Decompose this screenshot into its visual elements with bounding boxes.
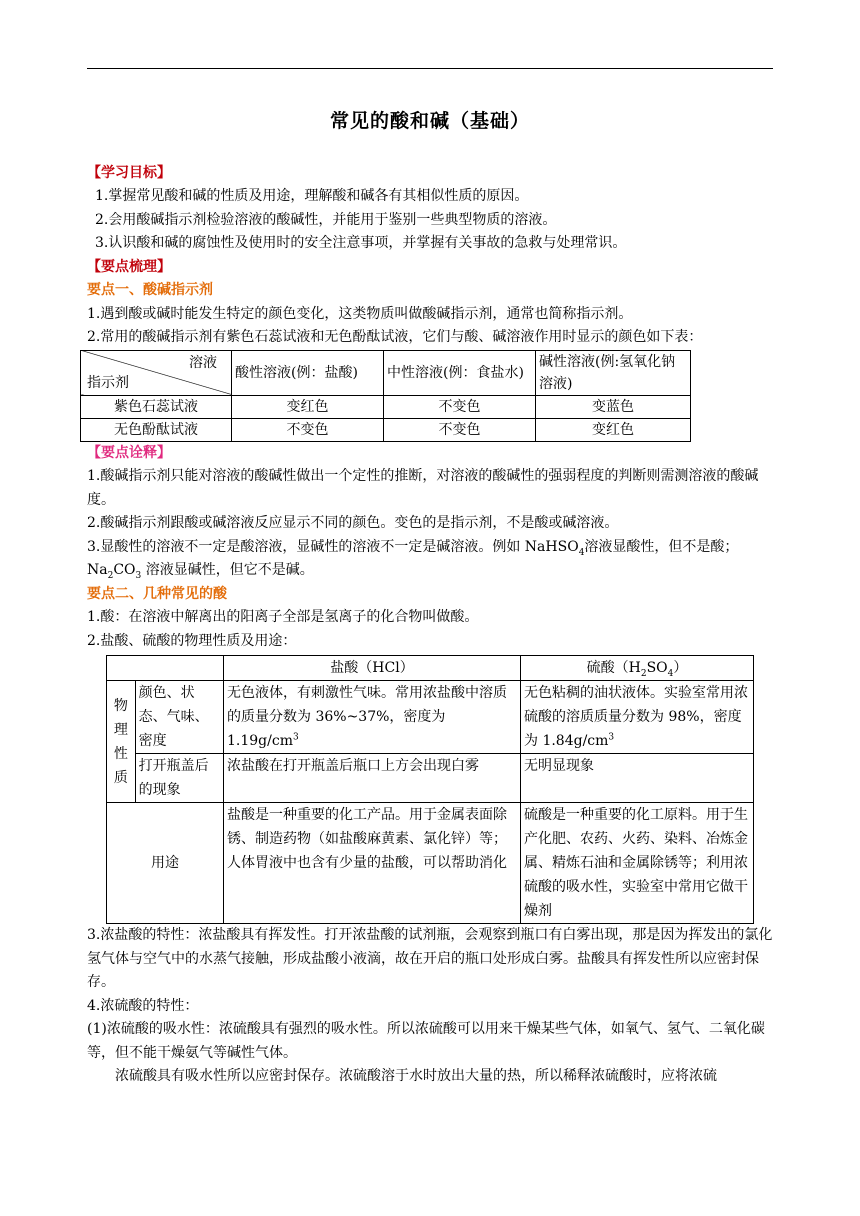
table-cell: 变红色 [536, 418, 691, 441]
column-header: 盐酸（HCl） [224, 656, 521, 681]
table-corner-cell [81, 350, 232, 395]
header-rule [87, 68, 773, 69]
table-cell: 不变色 [232, 418, 384, 441]
table-cell: 紫色石蕊试液 [81, 395, 232, 418]
paragraph: 1.酸碱指示剂只能对溶液的酸碱性做出一个定性的推断，对溶液的酸碱性的强弱程度的判断则需测溶液的酸碱度。 [87, 468, 759, 508]
table-cell: 无色液体，有刺激性气味。常用浓盐酸中溶质的质量分数为 36%~37%，密度为 $1.19g/cm^3$ [224, 681, 521, 754]
text-run: 溶液显碱性，但它不是碱。 [141, 562, 314, 578]
page-title: 常见的酸和碱（基础） [329, 110, 530, 132]
corner-bottom-label: 指示剂 [87, 374, 129, 391]
row-label: 用途 [107, 803, 224, 924]
subscript: 4 [578, 547, 585, 558]
row-label: 打开瓶盖后的现象 [135, 754, 223, 803]
goal-item: 3.认识酸和碱的腐蚀性及使用时的安全注意事项，并掌握有关事故的急救与处理常识。 [95, 235, 627, 251]
point-one-heading: 要点一、酸碱指示剂 [87, 282, 213, 298]
paragraph: 2.酸碱指示剂跟酸或碱溶液反应显示不同的颜色。变色的是指示剂，不是酸或碱溶液。 [87, 515, 619, 531]
table-row [107, 754, 754, 803]
table-cell: 不变色 [384, 395, 536, 418]
paragraph [87, 536, 773, 583]
table-cell: 不变色 [384, 418, 536, 441]
point-two-heading: 要点二、几种常见的酸 [87, 585, 227, 602]
table-corner-cell [107, 656, 224, 681]
key-points-heading: 【要点梳理】 [87, 258, 171, 275]
table-cell: 无色粘稠的油状液体。实验室常用浓硫酸的溶质质量分数为 98%，密度为 $1.84g/cm^3$ [521, 681, 754, 754]
paragraph: (1)浓硫酸的吸水性：浓硫酸具有强烈的吸水性。所以浓硫酸可以用来干燥某些气体，如氧气、氢气、二氧化碳等，但不能干燥氨气等碱性气体。 [87, 1021, 765, 1061]
paragraph: 1.遇到酸或碱时能发生特定的颜色变化，这类物质叫做酸碱指示剂，通常也简称指示剂。 [87, 305, 633, 322]
corner-top-label: 溶液 [189, 354, 217, 371]
paragraph: 2.常用的酸碱指示剂有紫色石蕊试液和无色酚酞试液，它们与酸、碱溶液作用时显示的颜色如下表： [87, 329, 703, 345]
document-body [87, 110, 773, 1089]
table-cell: 无明显现象 [521, 754, 754, 803]
table-cell: 变蓝色 [536, 395, 691, 418]
table-row [81, 418, 691, 441]
column-header: 碱性溶液(例:氢氧化钠溶液) [536, 350, 691, 395]
text-run: 溶液显酸性，但不是酸； [584, 538, 739, 555]
table-cell: 无色酚酞试液 [81, 418, 232, 441]
table-cell: 盐酸是一种重要的化工产品。用于金属表面除锈、制造药物（如盐酸麻黄素、氯化锌）等；人体胃液中也含有少量的盐酸，可以帮助消化 [224, 803, 521, 924]
subscript: 2 [107, 570, 114, 581]
text-run: CO [113, 562, 136, 578]
subscript: 3 [135, 570, 142, 581]
group-label: 物 理 性 质 [113, 697, 128, 786]
column-header: 酸性溶液(例：盐酸) [232, 350, 384, 395]
paragraph: 3.浓盐酸的特性：浓盐酸具有挥发性。打开浓盐酸的试剂瓶，会观察到瓶口有白雾出现，那是因为挥发出的氯化氢气体与空气中的水蒸气接触，形成盐酸小液滴，故在开启的瓶口处形成白雾。盐酸具有挥发性所以应密封保存。 [87, 927, 773, 990]
table-row [107, 803, 754, 924]
text-run: 3.显酸性的溶液不一定是酸溶液，显碱性的溶液不一定是碱溶液。例如 NaHSO [87, 538, 579, 555]
table-cell: 变红色 [232, 395, 384, 418]
notes-heading: 【要点诠释】 [87, 444, 171, 461]
table-cell: 硫酸是一种重要的化工原料。用于生产化肥、农药、火药、染料、冶炼金属、精炼石油和金属除锈等；利用浓硫酸的吸水性，实验室中常用它做干燥剂 [521, 803, 754, 924]
acid-properties-table [106, 655, 754, 924]
paragraph: 4.浓硫酸的特性： [87, 997, 199, 1014]
group-label-cell [107, 681, 136, 803]
table-row [81, 395, 691, 418]
paragraph: 2.盐酸、硫酸的物理性质及用途： [87, 632, 297, 649]
column-header: 硫酸$(H_2SO_4)$ [521, 656, 754, 681]
paragraph: 1.酸：在溶液中解离出的阳离子全部是氢离子的化合物叫做酸。 [87, 609, 479, 625]
goal-item: 1.掌握常见酸和碱的性质及用途，理解酸和碱各有其相似性质的原因。 [95, 188, 529, 204]
paragraph: 浓硫酸具有吸水性所以应密封保存。浓硫酸溶于水时放出大量的热，所以稀释浓硫酸时，应将浓硫 [115, 1068, 717, 1084]
row-label: 颜色、状态、气味、密度 [135, 681, 223, 754]
learning-goals-heading: 【学习目标】 [87, 164, 171, 181]
indicator-table [80, 350, 691, 442]
column-header: 中性溶液(例：食盐水) [384, 350, 536, 395]
goal-item: 2.会用酸碱指示剂检验溶液的酸碱性，并能用于鉴别一些典型物质的溶液。 [95, 211, 557, 228]
table-row [107, 681, 754, 754]
text-run: Na [87, 562, 108, 578]
table-cell: 浓盐酸在打开瓶盖后瓶口上方会出现白雾 [224, 754, 521, 803]
